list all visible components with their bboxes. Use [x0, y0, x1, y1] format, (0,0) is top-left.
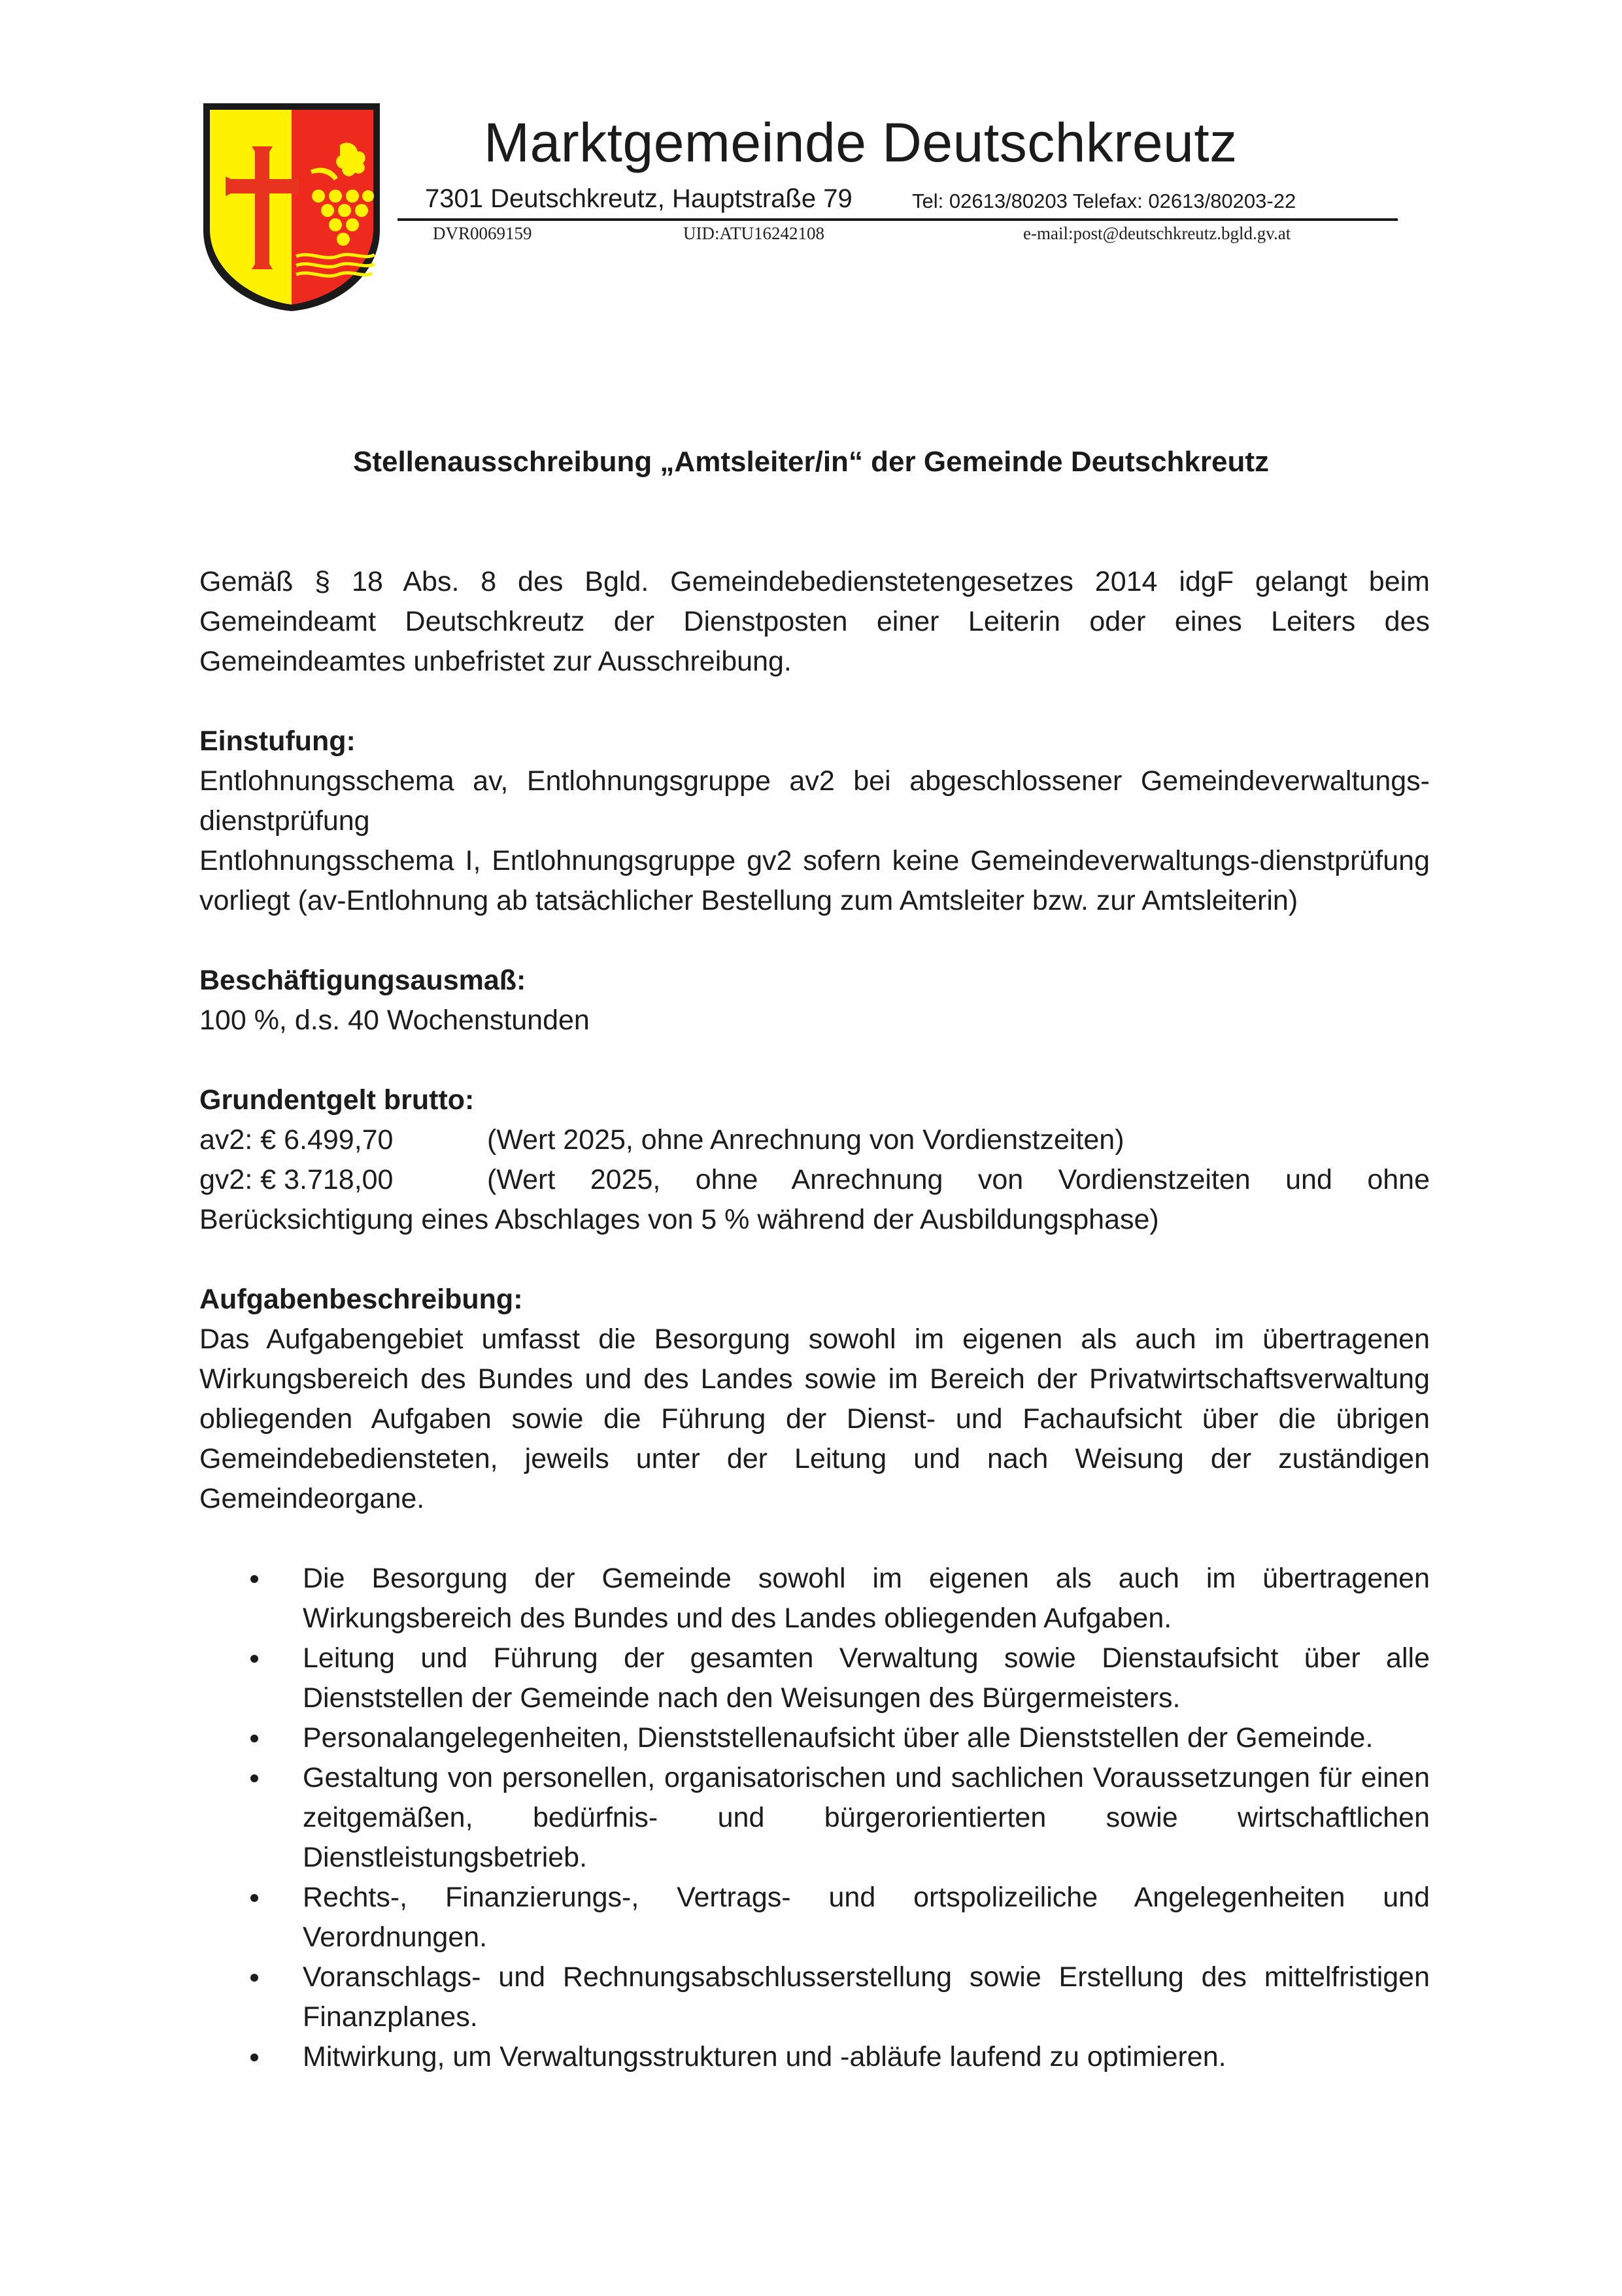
email-address: e-mail:post@deutschkreutz.bgld.gv.at — [1023, 224, 1291, 243]
list-item: Leitung und Führung der gesamten Verwaltung sowie Dienstaufsicht über alle Dienststellen der Gemeinde nach den Weisungen des Bürgermeisters. — [199, 1639, 1430, 1718]
salary-note: (Wert 2025, ohne Anrechnung von Vordienstzeiten und ohne — [487, 1164, 1430, 1195]
salary-row-gv2 — [199, 1160, 1430, 1200]
bullet-icon — [250, 2054, 258, 2061]
salary-note: (Wert 2025, ohne Anrechnung von Vordienstzeiten) — [487, 1124, 1124, 1156]
ausmass-value: 100 %, d.s. 40 Wochenstunden — [199, 1005, 590, 1036]
salary-note-continued: Berücksichtigung eines Abschlages von 5 % während der Ausbildungsphase) — [199, 1204, 1159, 1235]
einstufung-line-2: Entlohnungsschema I, Entlohnungsgruppe gv2 sofern keine Gemeindeverwaltungs-dienstprüfung vorliegt (av-Entlohnung ab tatsächlicher Bestellung zum Amtsleiter bzw. zur Amtsleiterin) — [199, 845, 1430, 916]
section-title-grundentgelt: Grundentgelt brutto: — [199, 1084, 475, 1116]
address: 7301 Deutschkreutz, Hauptstraße 79 — [425, 184, 853, 213]
aufgaben-paragraph: Das Aufgabengebiet umfasst die Besorgung sowohl im eigenen als auch im übertragenen Wirkungsbereich des Bundes und des Landes sowie im Bereich der Privatwirtschaftsverwaltung obliegenden Aufgaben sowie die Führung der Dienst- und Fachaufsicht über die übrigen Gemeindebediensteten, jeweils unter der Leitung und nach Weisung der zuständigen Gemeindeorgane. — [199, 1323, 1430, 1514]
letterhead-divider — [397, 218, 1398, 221]
intro-paragraph: Gemäß § 18 Abs. 8 des Bgld. Gemeindebedienstetengesetzes 2014 idgF gelangt beim Gemeindeamt Deutschkreutz der Dienstposten einer Leiterin oder eines Leiters des Gemeindeamtes unbefristet zur Ausschreibung. — [199, 566, 1430, 677]
coat-of-arms-icon — [199, 99, 384, 315]
list-item: Die Besorgung der Gemeinde sowohl im eigenen als auch im übertragenen Wirkungsbereich des Bundes und des Landes obliegenden Aufgaben. — [199, 1559, 1430, 1639]
salary-label: gv2: € 3.718,00 — [199, 1164, 394, 1195]
bullet-icon — [250, 1655, 258, 1663]
uid-number: UID:ATU16242108 — [683, 224, 824, 243]
einstufung-line-1: Entlohnungsschema av, Entlohnungsgruppe av2 bei abgeschlossener Gemeindeverwaltungs-dienstprüfung — [199, 765, 1430, 837]
salary-row-av2 — [199, 1120, 1430, 1160]
list-item: Rechts-, Finanzierungs-, Vertrags- und ortspolizeiliche Angelegenheiten und Verordnungen. — [199, 1878, 1430, 1957]
page-title: Stellenausschreibung „Amtsleiter/in“ der Gemeinde Deutschkreutz — [352, 446, 1270, 478]
organization-name: Marktgemeinde Deutschkreutz — [484, 112, 1238, 173]
list-item: Personalangelegenheiten, Dienststellenaufsicht über alle Dienststellen der Gemeinde. — [199, 1718, 1430, 1758]
bullet-icon — [250, 1735, 258, 1742]
list-item: Gestaltung von personellen, organisatorischen und sachlichen Voraussetzungen für einen zeitgemäßen, bedürfnis- und bürgerorientierten sowie wirtschaftlichen Dienstleistungsbetrieb. — [199, 1758, 1430, 1878]
bullet-icon — [250, 1774, 258, 1782]
section-title-einstufung: Einstufung: — [199, 725, 356, 757]
bullet-icon — [250, 1974, 258, 1982]
list-item: Mitwirkung, um Verwaltungsstrukturen und -abläufe laufend zu optimieren. — [199, 2037, 1430, 2077]
bullet-icon — [250, 1894, 258, 1902]
phone-fax: Tel: 02613/80203 Telefax: 02613/80203-22 — [912, 190, 1296, 212]
document-body — [199, 562, 1430, 2077]
task-list — [199, 1559, 1430, 2077]
salary-label: av2: € 6.499,70 — [199, 1124, 394, 1156]
section-title-aufgaben: Aufgabenbeschreibung: — [199, 1284, 523, 1315]
bullet-icon — [250, 1575, 258, 1583]
dvr-number: DVR0069159 — [433, 224, 532, 243]
section-title-ausmass: Beschäftigungsausmaß: — [199, 965, 526, 996]
list-item: Voranschlags- und Rechnungsabschlusserstellung sowie Erstellung des mittelfristigen Finanzplanes. — [199, 1957, 1430, 2037]
